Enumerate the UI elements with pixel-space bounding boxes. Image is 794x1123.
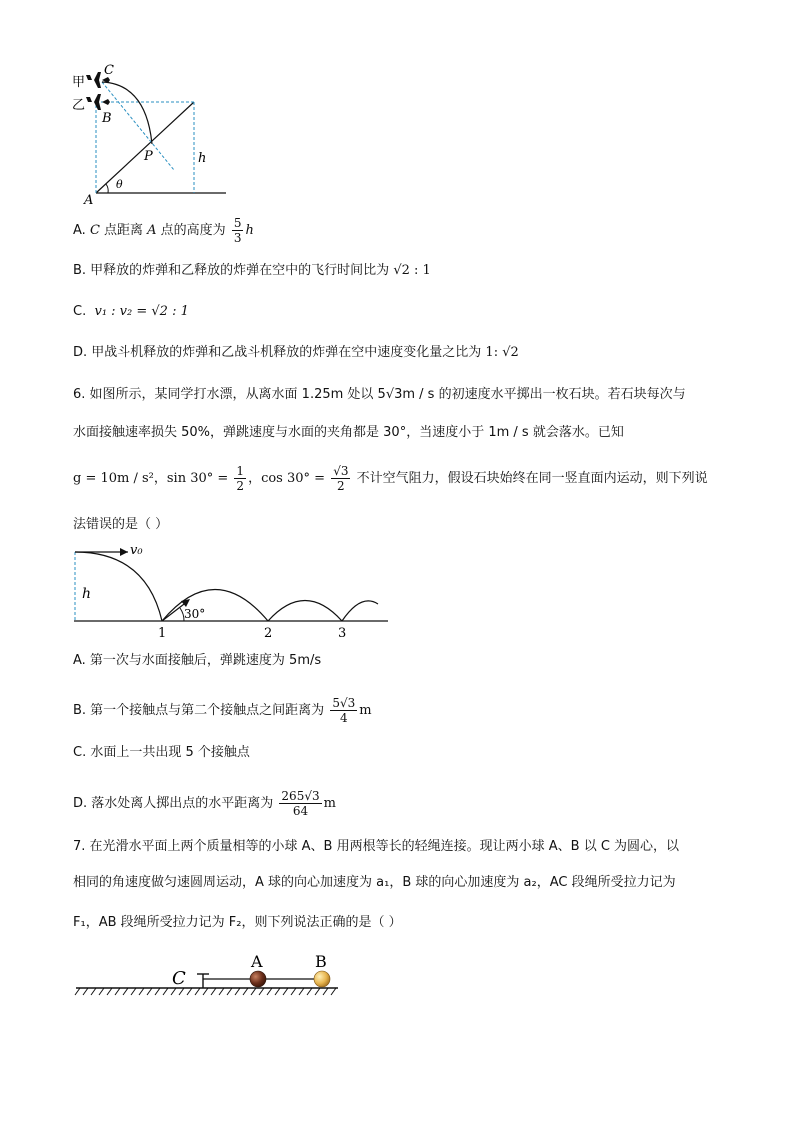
bounce-arc-3 (342, 601, 378, 621)
ball-b (314, 971, 330, 987)
label-ball-a: A (251, 952, 263, 971)
label-angle: 30° (184, 607, 206, 621)
label-theta: θ (116, 178, 123, 191)
q5-option-b: B. 甲释放的炸弹和乙释放的炸弹在空中的飞行时间比为 √2 : 1 (73, 263, 431, 278)
label-a: A (84, 193, 94, 208)
q6-option-b: B. 第一个接触点与第二个接触点之间距离为 $\frac{5√3}{4}$ m (73, 696, 372, 725)
q6-option-a: A. 第一次与水面接触后，弹跳速度为 5m/s (73, 653, 322, 668)
label-point-1: 1 (158, 626, 167, 641)
q7-stem-line3: F₁，AB 段绳所受拉力记为 F₂，则下列说法正确的是（ ） (73, 915, 402, 930)
label-p: P (144, 149, 153, 164)
bounce-arc-1 (162, 590, 268, 622)
label-yi: 乙 (72, 98, 86, 113)
q6-option-d: D. 落水处离人掷出点的水平距离为 $\frac{265√3}{64}$ m (73, 789, 336, 818)
label-c: C (104, 63, 114, 78)
ball-a (250, 971, 266, 987)
label-v0: v₀ (130, 543, 143, 558)
label-h2: h (82, 586, 92, 602)
theta-arc (106, 184, 108, 193)
dashed-line-cp (102, 82, 174, 170)
plane-icon-yi (86, 94, 110, 110)
q6-stem-line1: 6. 如图所示，某同学打水漂，从离水面 1.25m 处以 5√3m / s 的初速度水平掷出一枚石块。若石块每次与 (73, 387, 686, 402)
v0-arrowhead (120, 548, 128, 556)
q5-option-c: C. v₁ : v₂ = √2 : 1 (73, 304, 189, 319)
q5-option-a: A. C 点距离 A 点的高度为 $\frac{5}{3}$ h (73, 216, 254, 245)
q7-stem-line2: 相同的角速度做匀速圆周运动，A 球的向心加速度为 a₁，B 球的向心加速度为 a₂，AC 段绳所受拉力记为 (73, 875, 676, 890)
q5-option-d: D. 甲战斗机释放的炸弹和乙战斗机释放的炸弹在空中速度变化量之比为 1: √2 (73, 345, 519, 360)
bounce-arc-2 (268, 601, 342, 622)
label-b: B (102, 111, 112, 126)
fraction-5-3: $\frac{5}{3}$ (233, 216, 242, 245)
figure-incline-bombs (66, 60, 236, 210)
q6-stem-line2: 水面接触速率损失 50%，弹跳速度与水面的夹角都是 30°，当速度小于 1m / s 就会落水。已知 (73, 425, 624, 440)
label-point-3: 3 (338, 626, 347, 641)
figure-two-balls (70, 950, 345, 1002)
q7-stem-line1: 7. 在光滑水平面上两个质量相等的小球 A、B 用两根等长的轻绳连接。现让两小球 A、B 以 C 为圆心，以 (73, 839, 680, 854)
q6-stem-line4: 法错误的是（ ） (73, 517, 169, 532)
label-ball-b: B (315, 952, 327, 971)
ground-hatching (75, 988, 336, 995)
figure-skipping-stone (66, 538, 396, 646)
label-point-2: 2 (264, 626, 273, 641)
q6-stem-line3: g = 10m / s²，sin 30° = $\frac{1}{2}$ ，cos 30° = $\frac{√3}{2}$ 不计空气阻力，假设石块始终在同一竖直面内运动，则下列说 (73, 464, 708, 493)
label-c-pivot: C (172, 968, 186, 989)
label-jia: 甲 (72, 75, 86, 90)
label-h: h (198, 151, 207, 166)
q6-option-c: C. 水面上一共出现 5 个接触点 (73, 745, 250, 760)
